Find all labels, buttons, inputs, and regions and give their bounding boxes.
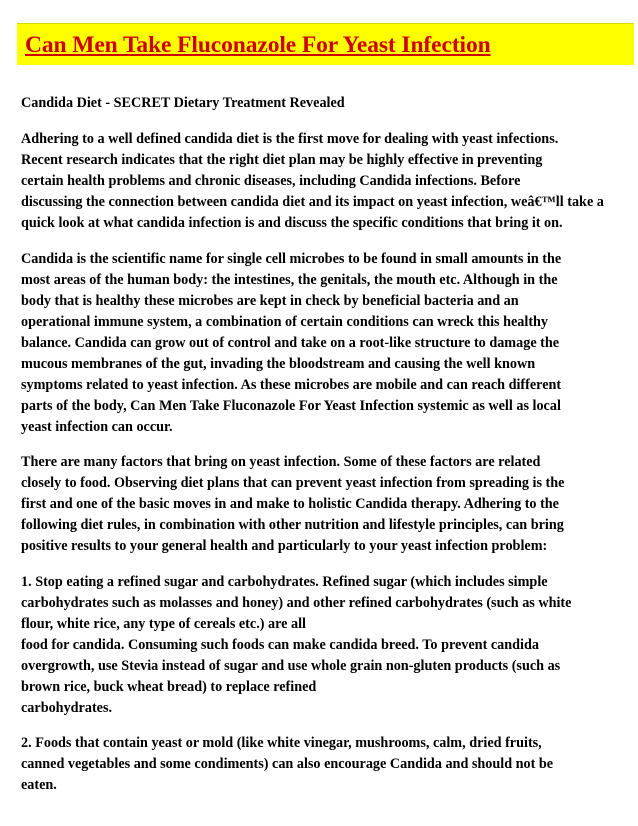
text-line: 1. Stop eating a refined sugar and carbohydrates. Refined sugar (which includes simple [21, 573, 548, 590]
title-banner [17, 23, 634, 65]
document-body [21, 93, 638, 811]
text-line: following diet rules, in combination with other nutrition and lifestyle principles, can bring [21, 517, 564, 533]
text-line: canned vegetables and some condiments) can also encourage Candida and should not be [21, 756, 554, 772]
text-line: quick look at what candida infection is and discuss the specific conditions that bring it on. [21, 215, 563, 231]
page-title: Can Men Take Fluconazole For Yeast Infection [25, 32, 491, 58]
text-line: most areas of the human body: the intestines, the genitals, the mouth etc. Although in the [21, 271, 558, 288]
text-line: closely to food. Observing diet plans that can prevent yeast infection from spreading is the [21, 475, 565, 491]
text-line: Recent research indicates that the right diet plan may be highly effective in preventing [21, 152, 543, 168]
text-line: Candida is the scientific name for single cell microbes to be found in small amounts in the [21, 250, 562, 267]
text-line: parts of the body, Can Men Take Fluconazole For Yeast Infection systemic as well as local [21, 397, 561, 414]
text-line: overgrowth, use Stevia instead of sugar and use whole grain non-gluten products (such as [21, 657, 561, 674]
paragraph-intro [21, 129, 638, 234]
text-line: food for candida. Consuming such foods can make candida breed. To prevent candida [21, 636, 539, 653]
text-line: positive results to your general health and particularly to your yeast infection problem: [21, 538, 548, 554]
text-line: discussing the connection between candida diet and its impact on yeast infection, weâ€™ll take a [21, 194, 604, 210]
document-subtitle: Candida Diet - SECRET Dietary Treatment Revealed [21, 95, 345, 111]
text-line: 2. Foods that contain yeast or mold (like white vinegar, mushrooms, calm, dried fruits, [21, 735, 542, 751]
text-line: first and one of the basic moves in and make to holistic Candida therapy. Adhering to the [21, 496, 559, 512]
text-line: flour, white rice, any type of cereals etc.) are all [21, 615, 306, 632]
text-line: eaten. [21, 777, 57, 793]
text-line: Adhering to a well defined candida diet is the first move for dealing with yeast infections. [21, 131, 559, 147]
text-line: operational immune system, a combination of certain conditions can wreck this healthy [21, 313, 549, 330]
text-line: body that is healthy these microbes are kept in check by beneficial bacteria and an [21, 292, 519, 309]
paragraph-factors [21, 452, 638, 557]
paragraph-candida-definition [21, 249, 638, 438]
text-line: certain health problems and chronic diseases, including Candida infections. Before [21, 173, 521, 189]
text-line: balance. Candida can grow out of control and take on a root-like structure to damage the [21, 334, 560, 351]
text-line: yeast infection can occur. [21, 418, 173, 435]
paragraph-rule-1 [21, 572, 638, 719]
paragraph-rule-2 [21, 733, 638, 796]
text-line: There are many factors that bring on yeast infection. Some of these factors are related [21, 454, 541, 470]
text-line: carbohydrates. [21, 699, 113, 716]
text-line: carbohydrates such as molasses and honey) and other refined carbohydrates (such as white [21, 594, 572, 611]
text-line: brown rice, buck wheat bread) to replace refined [21, 678, 317, 695]
text-line: symptoms related to yeast infection. As these microbes are mobile and can reach different [21, 376, 562, 393]
text-line: mucous membranes of the gut, invading the bloodstream and causing the well known [21, 355, 536, 372]
